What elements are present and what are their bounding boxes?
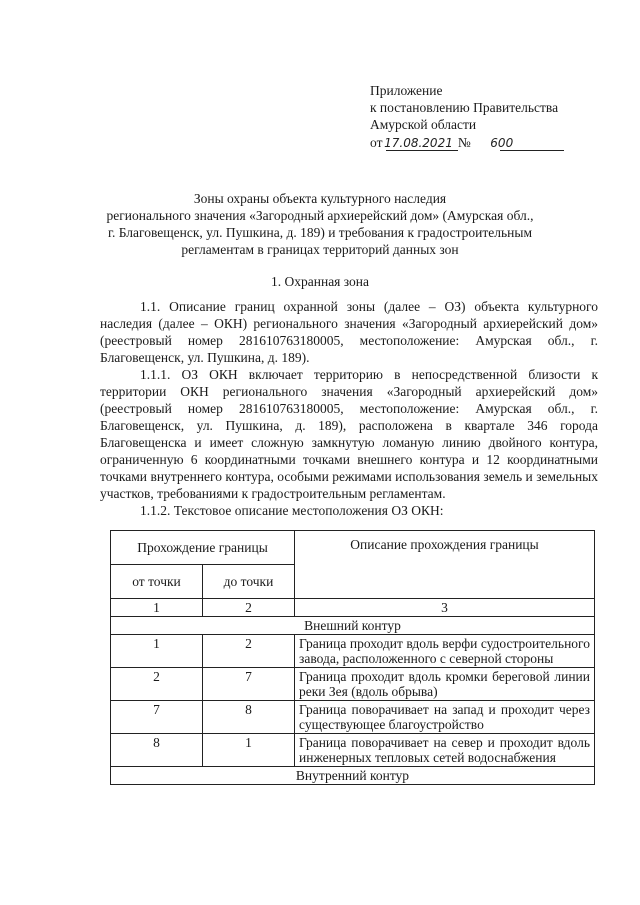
paragraph-1-1-1: 1.1.1. ОЗ ОКН включает территорию в непосредственной близости к территории ОКН регионального значения «Загородный архиерейский дом» (реестровый номер 281610763180005, местоположение: Амурская обл., г. Благовещенск, ул. Пушкина, д. 189), расположена в квартале 346 города Благовещенска и имеет сложную замкнутую ломаную линию двойного контура, ограниченную 6 координатными точками внешнего контура и 12 координатными точками внутреннего контура, особыми режимами использования земель и земельных участков, требованиями к градостроительным регламентам. [100, 367, 598, 501]
number-underline [500, 150, 564, 151]
paragraph-1-1: 1.1. Описание границ охранной зоны (далее – ОЗ) объекта культурного наследия (далее – ОКН) регионального значения «Загородный архиерейский дом» (реестровый номер 281610763180005, местоположение: Амурская обл., г. Благовещенск, ул. Пушкина, д. 189). [100, 299, 598, 365]
appendix-line-3: Амурской области [370, 117, 477, 132]
row-to-point: 8 [203, 701, 295, 734]
section-heading: 1. Охранная зона [271, 274, 369, 289]
row-description: Граница поворачивает на запад и проходит через существующее благоустройство [295, 701, 595, 734]
outer-contour-heading: Внешний контур [111, 617, 595, 635]
number-label: № [457, 135, 471, 150]
table-row [111, 734, 595, 767]
row-to-point: 2 [203, 635, 295, 668]
inner-contour-heading: Внутренний контур [111, 767, 595, 785]
header-boundary-description: Описание прохождения границы [295, 531, 595, 599]
appendix-line-1: Приложение [370, 83, 443, 98]
paragraph-1-1-2: 1.1.2. Текстовое описание местоположения ОЗ ОКН: [140, 503, 444, 518]
row-description: Граница проходит вдоль верфи судостроительного завода, расположенного с северной стороны [295, 635, 595, 668]
body-text [100, 298, 598, 519]
column-number-3: 3 [295, 599, 595, 617]
date-underline [386, 150, 458, 151]
header-boundary-passage: Прохождение границы [111, 531, 295, 565]
table-row [111, 668, 595, 701]
appendix-line-2: к постановлению Правительства [370, 100, 559, 115]
header-from-point: от точки [111, 565, 203, 599]
document-title-line-4: регламентам в границах территорий данных зон [181, 242, 459, 257]
row-from-point: 7 [111, 701, 203, 734]
column-number-1: 1 [111, 599, 203, 617]
row-from-point: 1 [111, 635, 203, 668]
row-to-point: 1 [203, 734, 295, 767]
from-label: от [370, 135, 383, 150]
row-description: Граница проходит вдоль кромки береговой линии реки Зея (вдоль обрыва) [295, 668, 595, 701]
document-title-line-2: регионального значения «Загородный архиерейский дом» (Амурская обл., [106, 208, 534, 223]
boundary-table [110, 530, 595, 785]
header-to-point: до точки [203, 565, 295, 599]
row-from-point: 8 [111, 734, 203, 767]
decree-number: 600 [490, 136, 514, 150]
document-title-line-1: Зоны охраны объекта культурного наследия [193, 191, 447, 206]
decree-date: 17.08.2021 [384, 136, 453, 150]
row-to-point: 7 [203, 668, 295, 701]
column-number-2: 2 [203, 599, 295, 617]
table-row [111, 635, 595, 668]
row-description: Граница поворачивает на север и проходит вдоль инженерных тепловых сетей водоснабжения [295, 734, 595, 767]
document-title-line-3: г. Благовещенск, ул. Пушкина, д. 189) и требования к градостроительным [107, 225, 533, 240]
row-from-point: 2 [111, 668, 203, 701]
table-row [111, 701, 595, 734]
